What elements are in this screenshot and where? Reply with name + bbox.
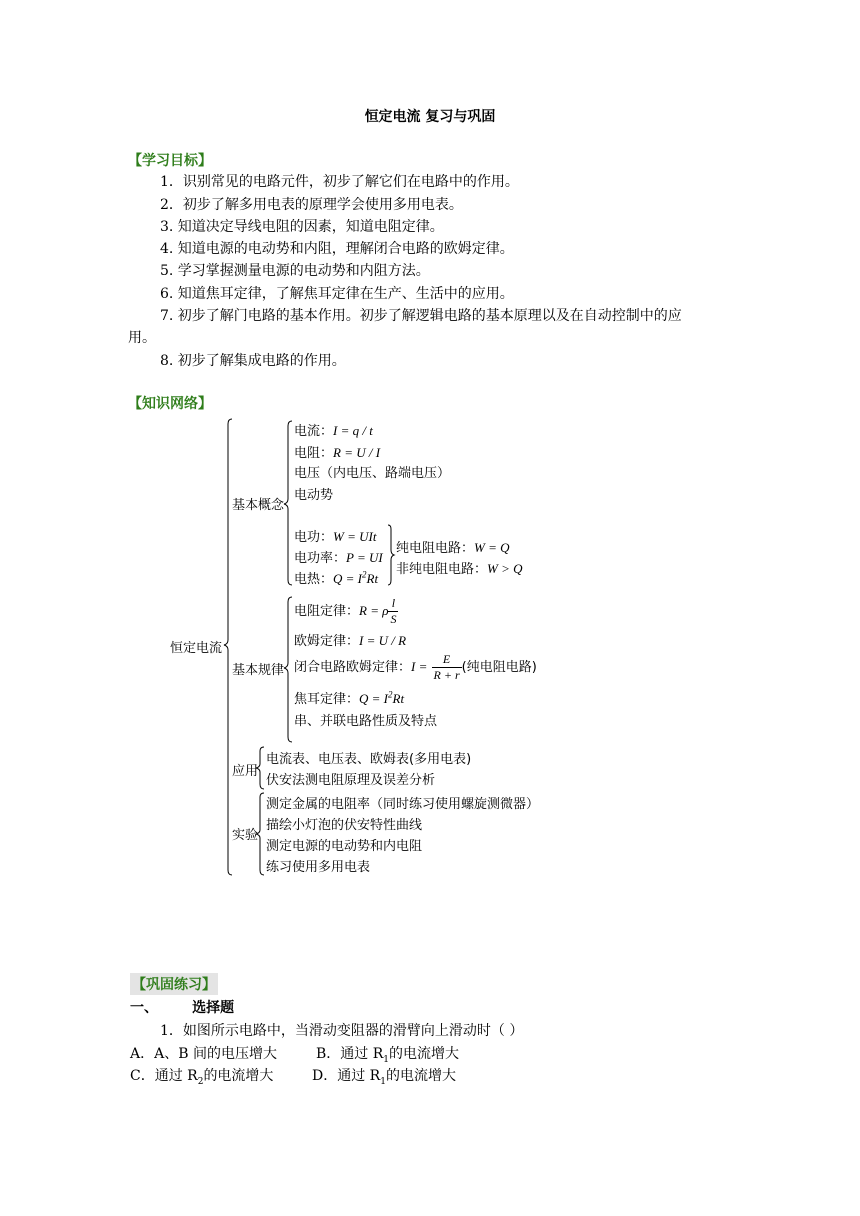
law-joule: 焦耳定律：$Q = I^2Rt$ bbox=[294, 689, 405, 707]
concept-work: 电功：W = UIt bbox=[294, 529, 377, 545]
experiment-item: 练习使用多用电表 bbox=[266, 860, 371, 875]
law-closed-circuit: 闭合电路欧姆定律：I = $\frac{E}{R + r}$ (纯电阻电路) bbox=[294, 652, 537, 682]
goal-item: 3. 知道决定导线电阻的因素，知道电阻定律。 bbox=[160, 219, 444, 235]
question-stem: 1．如图所示电路中，当滑动变阻器的滑臂向上滑动时（ ） bbox=[160, 1023, 524, 1039]
goal-item: 8. 初步了解集成电路的作用。 bbox=[160, 353, 346, 369]
section-title: 一、 选择题 bbox=[130, 1000, 235, 1016]
concept-emf: 电动势 bbox=[294, 488, 334, 503]
laws-brace bbox=[284, 596, 294, 744]
concepts-label: 基本概念 bbox=[232, 498, 285, 513]
law-series-parallel: 串、并联电路性质及特点 bbox=[294, 714, 438, 729]
option-b: B．通过 $R_1$的电流增大 bbox=[316, 1046, 460, 1065]
network-heading: 【知识网络】 bbox=[128, 396, 212, 412]
goal-item-continued: 用。 bbox=[128, 330, 156, 346]
experiment-item: 描绘小灯泡的伏安特性曲线 bbox=[266, 818, 423, 833]
laws-label: 基本规律 bbox=[232, 663, 285, 678]
goal-item: 1．识别常见的电路元件，初步了解它们在电路中的作用。 bbox=[160, 174, 519, 190]
goal-item: 4. 知道电源的电动势和内阻，理解闭合电路的欧姆定律。 bbox=[160, 241, 514, 257]
option-d: D．通过 $R_1$的电流增大 bbox=[312, 1068, 456, 1087]
network-root: 恒定电流 bbox=[170, 641, 223, 656]
concept-voltage: 电压（内电压、路端电压） bbox=[294, 466, 451, 481]
applications-label: 应用 bbox=[232, 764, 259, 779]
concept-heat: 电热：$Q = I^2Rt$ bbox=[294, 569, 379, 587]
experiment-item: 测定金属的电阻率（同时练习使用螺旋测微器） bbox=[266, 797, 540, 812]
goal-item: 2．初步了解多用电表的原理学会使用多用电表。 bbox=[160, 197, 463, 213]
option-a: A．A、B 间的电压增大 bbox=[130, 1046, 277, 1062]
page-title: 恒定电流 复习与巩固 bbox=[364, 109, 496, 125]
concept-pure-circuit: 纯电阻电路：W = Q bbox=[396, 540, 510, 556]
practice-heading: 【巩固练习】 bbox=[130, 973, 218, 995]
concepts-brace bbox=[284, 420, 294, 590]
application-item: 电流表、电压表、欧姆表(多用电表) bbox=[266, 752, 472, 767]
concept-power: 电功率：P = UI bbox=[294, 550, 383, 566]
concept-resistance: 电阻：R = U / I bbox=[294, 445, 381, 461]
law-ohm: 欧姆定律：I = U / R bbox=[294, 633, 407, 649]
goal-item: 5. 学习掌握测量电源的电动势和内阻方法。 bbox=[160, 263, 430, 279]
application-item: 伏安法测电阻原理及误差分析 bbox=[266, 773, 436, 788]
goals-heading: 【学习目标】 bbox=[128, 153, 212, 169]
root-brace bbox=[224, 418, 234, 878]
experiments-label: 实验 bbox=[232, 828, 259, 843]
goal-item: 6. 知道焦耳定律，了解焦耳定律在生产、生活中的应用。 bbox=[160, 286, 514, 302]
concept-current: 电流：I = q / t bbox=[294, 423, 373, 439]
goal-item: 7. 初步了解门电路的基本作用。初步了解逻辑电路的基本原理以及在自动控制中的应 bbox=[160, 308, 682, 324]
option-c: C．通过 $R_2$的电流增大 bbox=[130, 1068, 274, 1087]
experiment-item: 测定电源的电动势和内电阻 bbox=[266, 839, 423, 854]
power-brace bbox=[387, 524, 395, 586]
concept-nonpure-circuit: 非纯电阻电路：W > Q bbox=[396, 561, 523, 577]
law-resistance: 电阻定律：R = ρ $\frac{l}{S}$ bbox=[294, 596, 397, 626]
